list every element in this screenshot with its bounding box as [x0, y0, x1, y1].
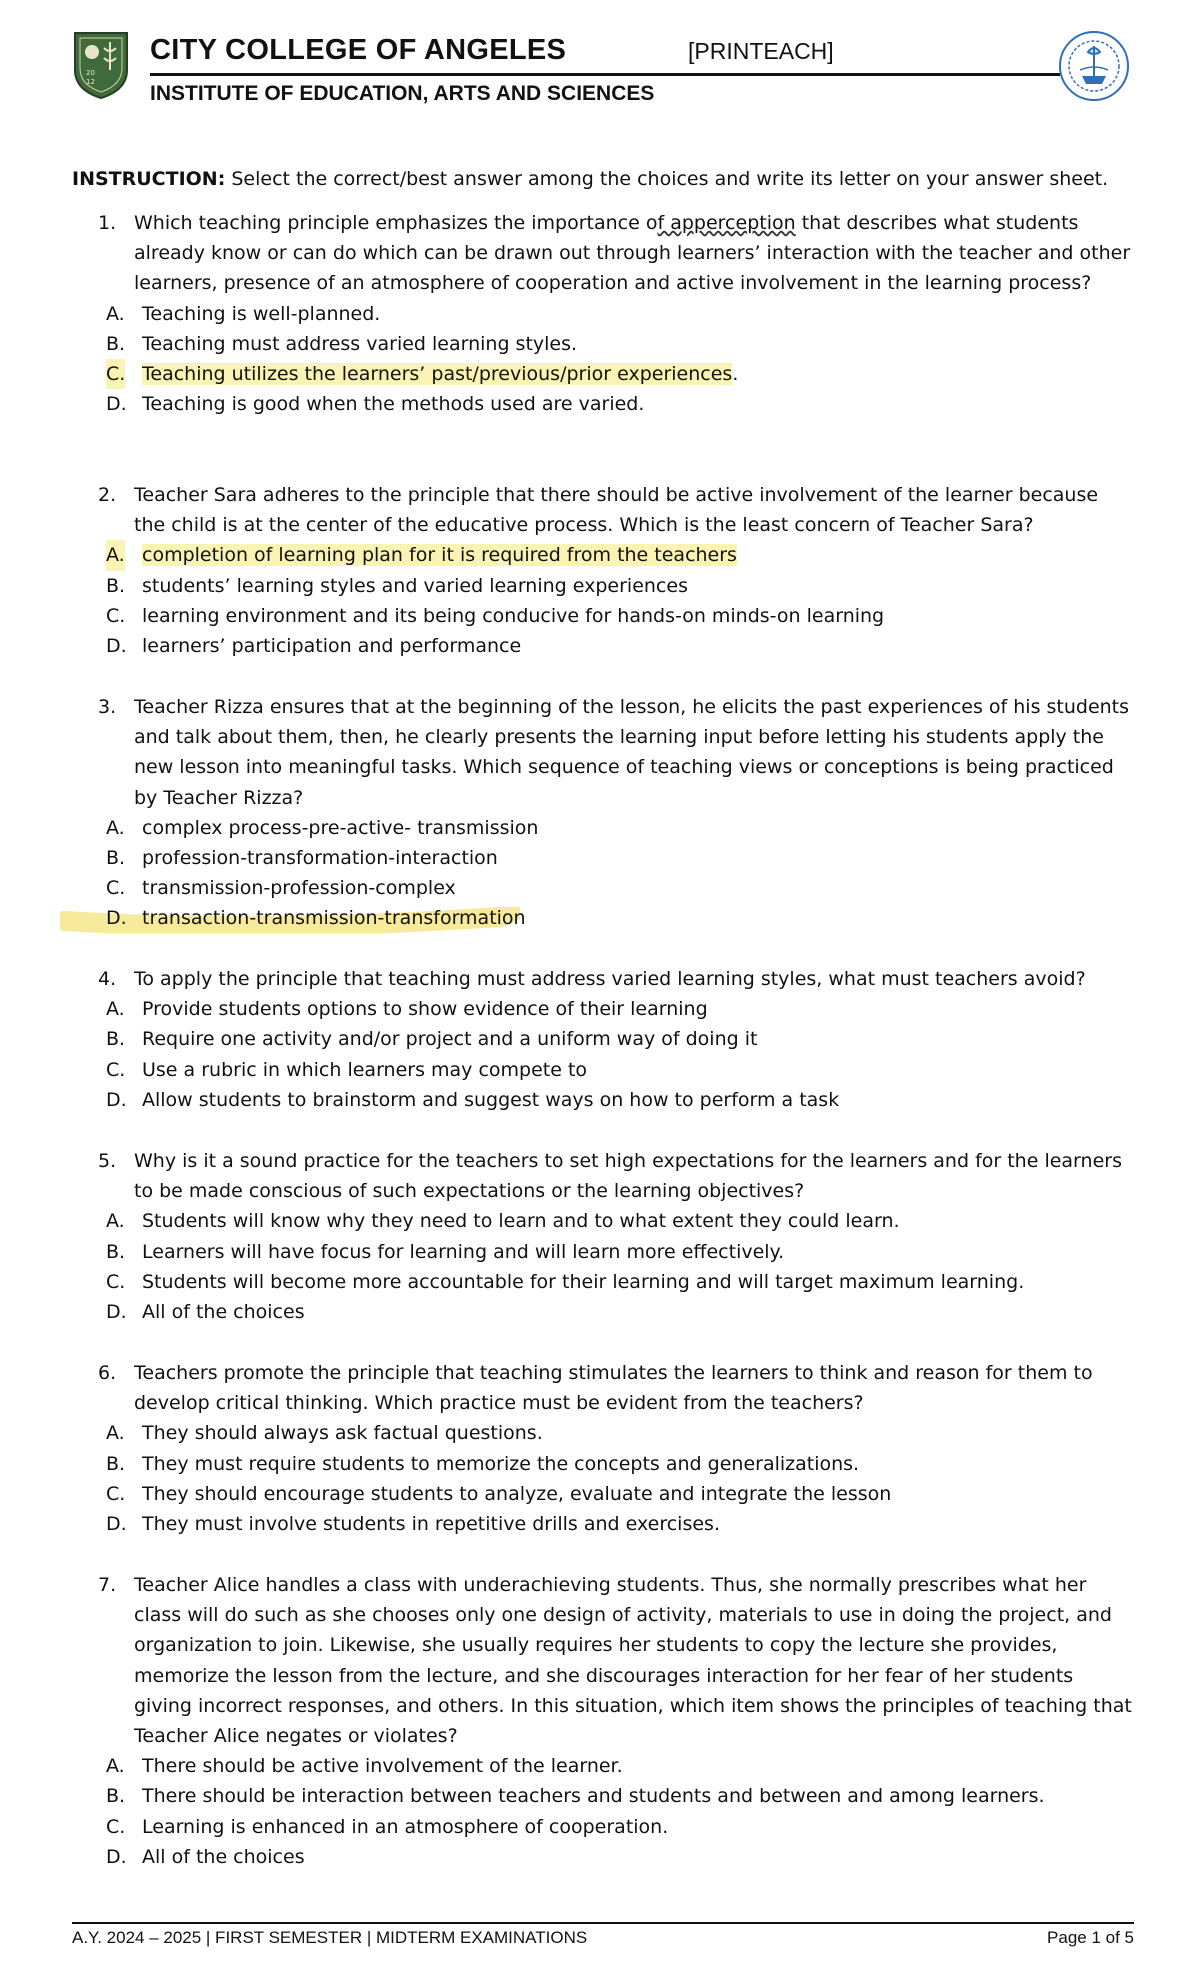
institute-seal-icon: [1058, 30, 1130, 102]
instruction-text: Select the correct/best answer among the choices and write its letter on your answer sheet.: [225, 168, 1109, 190]
stem-text: Teacher Rizza ensures that at the beginning of the lesson, he elicits the past experiences of his students and talk about them, then, he clearly presents the learning input before letting his students apply the new lesson into meaningful tasks. Which sequence of teaching views or conceptions is being practiced by Teacher Rizza?: [134, 696, 1130, 809]
apperception-underline: f apperception: [657, 212, 796, 234]
question-stem: [72, 964, 1134, 994]
course-code: [PRINTEACH]: [688, 38, 834, 64]
choice-c: C. They should encourage students to analyze, evaluate and integrate the lesson: [106, 1482, 892, 1505]
question-number: 2.: [98, 484, 117, 506]
choice-b: B. students’ learning styles and varied learning experiences: [106, 574, 688, 597]
footer-divider: [72, 1922, 1134, 1924]
answer-highlight: Teaching utilizes the learners’ past/previous/prior experiences: [142, 363, 733, 386]
stem-text-continued: that describes what students already know or can do which can be drawn out through learners’ interaction with the teacher and other learners, presence of an atmosphere of cooperation and active involvement in the learning process?: [134, 212, 1131, 295]
question-number: 1.: [98, 212, 117, 234]
choice-b: B. They must require students to memorize the concepts and generalizations.: [106, 1452, 860, 1475]
choice-d: D. Allow students to brainstorm and suggest ways on how to perform a task: [106, 1088, 840, 1111]
choice-d: D. learners’ participation and performance: [106, 635, 522, 658]
question-2: [72, 480, 1134, 661]
choice-a: A. There should be active involvement of the learner.: [106, 1755, 623, 1778]
choice-b: B. Learners will have focus for learning and will learn more effectively.: [106, 1240, 785, 1263]
answer-highlight: completion of learning plan for it is required from the teachers: [142, 544, 737, 567]
question-stem: [72, 480, 1134, 540]
choice-d: D. All of the choices: [106, 1845, 305, 1868]
question-7: [72, 1570, 1134, 1872]
seal-year-bottom: 12: [86, 78, 95, 86]
choice-a: A. Teaching is well-planned.: [106, 302, 381, 325]
instruction: [72, 167, 1132, 191]
question-stem: [72, 208, 1134, 299]
choice-d: D. They must involve students in repetitive drills and exercises.: [106, 1513, 720, 1536]
choice-c: C. Learning is enhanced in an atmosphere of cooperation.: [106, 1815, 669, 1838]
choice-a: A. Students will know why they need to learn and to what extent they could learn.: [106, 1210, 900, 1233]
question-4: [72, 964, 1134, 1115]
choice-b: B. Teaching must address varied learning styles.: [106, 332, 578, 355]
question-6: [72, 1358, 1134, 1539]
question-3: [72, 692, 1134, 934]
question-stem: [72, 1146, 1134, 1206]
header-divider: [150, 73, 1060, 76]
choice-a: A. complex process-pre-active- transmission: [106, 816, 539, 839]
instruction-label: INSTRUCTION:: [72, 168, 226, 190]
stem-text: Why is it a sound practice for the teachers to set high expectations for the learners and for the learners to be made conscious of such expectations or the learning objectives?: [134, 1150, 1122, 1203]
choice-d: D. Teaching is good when the methods used are varied.: [106, 393, 645, 416]
question-number: 7.: [98, 1574, 117, 1596]
question-number: 5.: [98, 1150, 117, 1172]
question-5: [72, 1146, 1134, 1327]
stem-text: Teacher Alice handles a class with underachieving students. Thus, she normally prescribes what her class will do such as she chooses only one design of activity, materials to use in doing the project, and organization to join. Likewise, she usually requires her students to copy the lecture she provides, memorize the lesson from the lecture, and she discourages interaction for her fear of her students giving incorrect responses, and others. In this situation, which item shows the principles of teaching that Teacher Alice negates or violates?: [134, 1574, 1132, 1748]
choice-a: A. They should always ask factual questions.: [106, 1422, 543, 1445]
question-stem: [72, 1570, 1134, 1751]
college-name: CITY COLLEGE OF ANGELES: [150, 34, 567, 66]
question-stem: [72, 692, 1134, 813]
institute-name: INSTITUTE OF EDUCATION, ARTS AND SCIENCES: [150, 82, 655, 105]
choice-a: A. Provide students options to show evidence of their learning: [106, 998, 708, 1021]
question-1: [72, 208, 1134, 419]
choice-c: C. learning environment and its being conducive for hands-on minds-on learning: [106, 604, 885, 627]
choice-a-highlighted: A. completion of learning plan for it is required from the teachers: [72, 540, 1134, 570]
choice-d-highlighted: D. transaction-transmission-transformation: [72, 903, 1134, 933]
stem-text: Teachers promote the principle that teaching stimulates the learners to think and reason for them to develop critical thinking. Which practice must be evident from the teachers?: [134, 1362, 1093, 1415]
seal-year-top: 20: [86, 69, 95, 77]
stem-text: Which teaching principle emphasizes the importance o: [134, 212, 658, 234]
choice-c: C. Students will become more accountable for their learning and will target maximum learning.: [106, 1270, 1025, 1293]
footer-exam-info: A.Y. 2024 – 2025 | FIRST SEMESTER | MIDTERM EXAMINATIONS: [72, 1928, 588, 1947]
college-seal-icon: [72, 30, 130, 100]
choice-c: C. Use a rubric in which learners may compete to: [106, 1058, 588, 1081]
stem-text: To apply the principle that teaching must address varied learning styles, what must teachers avoid?: [134, 968, 1086, 990]
choice-c: C. transmission-profession-complex: [106, 877, 456, 900]
choice-c-highlighted: C. Teaching utilizes the learners’ past/previous/prior experiences.: [72, 359, 1134, 389]
question-number: 3.: [98, 696, 117, 718]
stem-text: Teacher Sara adheres to the principle that there should be active involvement of the learner because the child is at the center of the educative process. Which is the least concern of Teacher Sara?: [134, 484, 1099, 537]
question-number: 4.: [98, 968, 117, 990]
page-number: Page 1 of 5: [1047, 1928, 1134, 1947]
question-number: 6.: [98, 1362, 117, 1384]
question-stem: [72, 1358, 1134, 1418]
choice-b: B. Require one activity and/or project and a uniform way of doing it: [106, 1028, 758, 1051]
choice-b: B. There should be interaction between teachers and students and between and among learners.: [106, 1785, 1045, 1808]
choice-b: B. profession-transformation-interaction: [106, 847, 498, 870]
choice-d: D. All of the choices: [106, 1301, 305, 1324]
